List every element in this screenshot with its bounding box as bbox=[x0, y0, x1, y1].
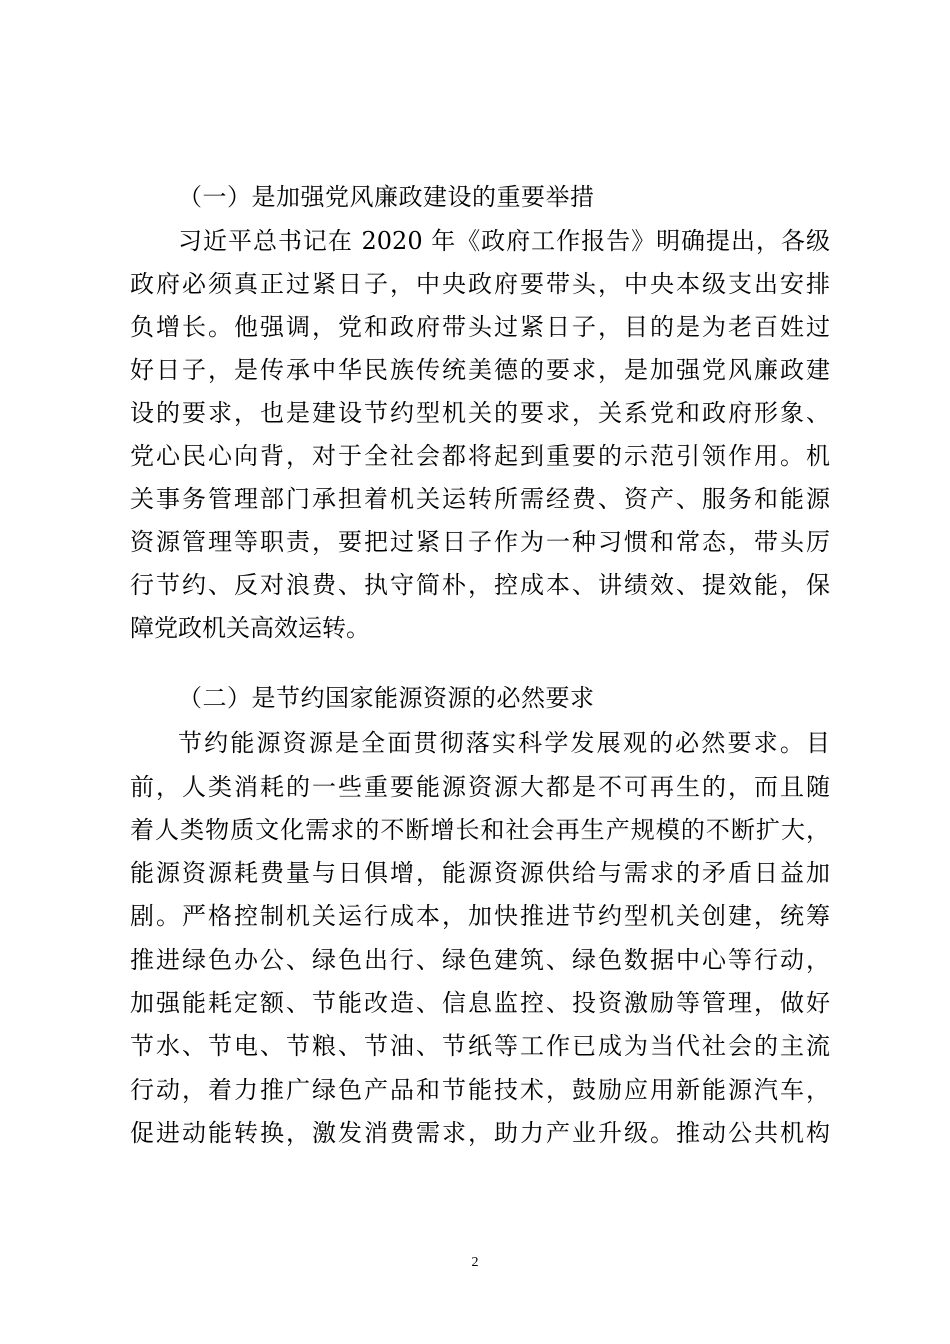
paragraph-line: 行动，着力推广绿色产品和节能技术，鼓励应用新能源汽车， bbox=[130, 1076, 830, 1104]
paragraph-line: 障党政机关高效运转。 bbox=[130, 614, 370, 642]
paragraph-line: 促进动能转换，激发消费需求，助力产业升级。推动公共机构 bbox=[130, 1119, 830, 1147]
paragraph-line: 设的要求，也是建设节约型机关的要求，关系党和政府形象、 bbox=[130, 399, 830, 427]
paragraph-line: 习近平总书记在 2020 年《政府工作报告》明确提出，各级 bbox=[178, 227, 830, 255]
paragraph-line: 关事务管理部门承担着机关运转所需经费、资产、服务和能源 bbox=[130, 485, 830, 513]
section-heading-1: （一）是加强党风廉政建设的重要举措 bbox=[178, 183, 595, 211]
paragraph-line: 行节约、反对浪费、执守简朴，控成本、讲绩效、提效能，保 bbox=[130, 571, 830, 599]
paragraph-line: 政府必须真正过紧日子，中央政府要带头，中央本级支出安排 bbox=[130, 270, 830, 298]
paragraph-line: 党心民心向背，对于全社会都将起到重要的示范引领作用。机 bbox=[130, 442, 830, 470]
page-number: 2 bbox=[471, 1255, 479, 1270]
paragraph-line: 节约能源资源是全面贯彻落实科学发展观的必然要求。目 bbox=[178, 729, 830, 757]
paragraph-line: 着人类物质文化需求的不断增长和社会再生产规模的不断扩大， bbox=[130, 816, 830, 844]
section-heading-2: （二）是节约国家能源资源的必然要求 bbox=[178, 684, 595, 712]
paragraph-line: 前，人类消耗的一些重要能源资源大都是不可再生的，而且随 bbox=[130, 773, 830, 801]
paragraph-line: 节水、节电、节粮、节油、节纸等工作已成为当代社会的主流 bbox=[130, 1032, 830, 1060]
paragraph-line: 负增长。他强调，党和政府带头过紧日子，目的是为老百姓过 bbox=[130, 313, 830, 341]
paragraph-line: 推进绿色办公、绿色出行、绿色建筑、绿色数据中心等行动， bbox=[130, 946, 830, 974]
paragraph-line: 剧。严格控制机关运行成本，加快推进节约型机关创建，统筹 bbox=[130, 902, 830, 930]
paragraph-line: 能源资源耗费量与日俱增，能源资源供给与需求的矛盾日益加 bbox=[130, 859, 830, 887]
paragraph-line: 加强能耗定额、节能改造、信息监控、投资激励等管理，做好 bbox=[130, 989, 830, 1017]
paragraph-line: 资源管理等职责，要把过紧日子作为一种习惯和常态，带头厉 bbox=[130, 528, 830, 556]
paragraph-line: 好日子，是传承中华民族传统美德的要求，是加强党风廉政建 bbox=[130, 356, 830, 384]
